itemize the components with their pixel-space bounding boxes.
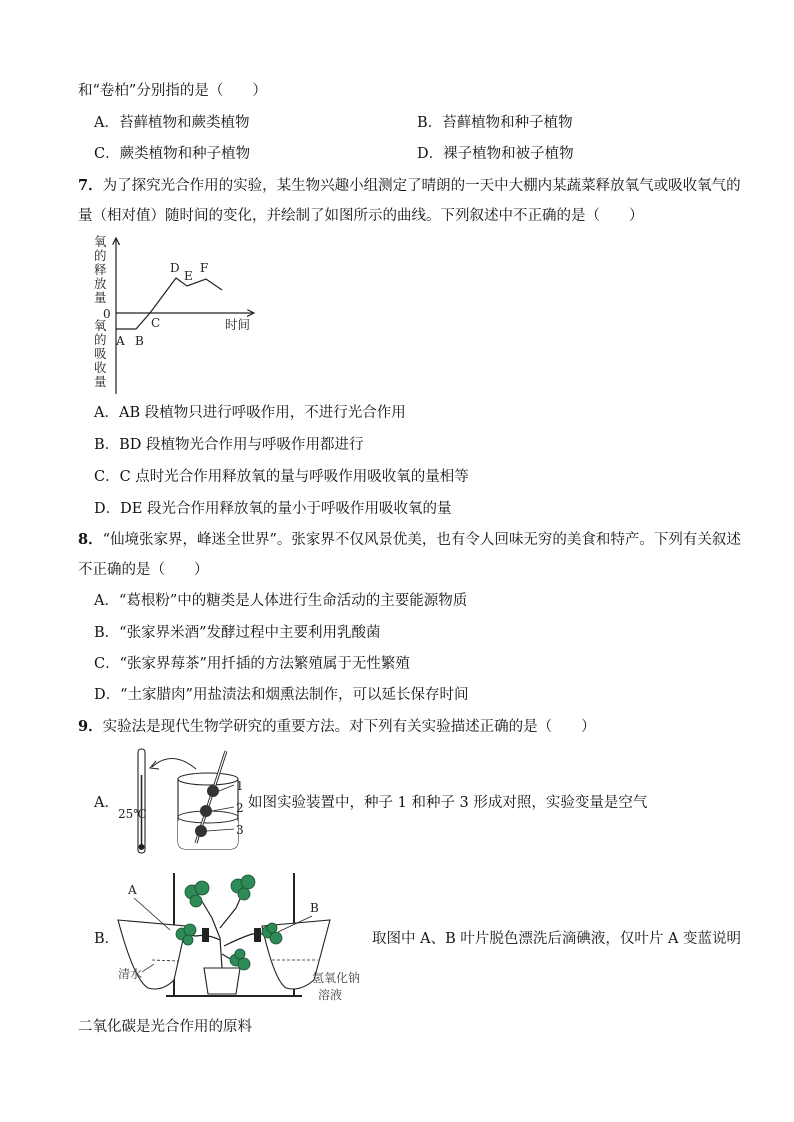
- q7-stem-line1: [78, 176, 741, 196]
- ylabel-absorb-char: 的: [94, 332, 107, 347]
- q6-option-c: C．蕨类植物和种子植物: [94, 146, 251, 162]
- q8-stem-line2: 不正确的是（ ）: [78, 562, 209, 578]
- q7-line1-text: 为了探究光合作用的实验，某生物兴趣小组测定了晴朗的一天中大棚内某蔬菜释放氧气或吸收氧气的: [102, 178, 741, 194]
- q8-stem-line1: [78, 530, 741, 550]
- ylabel-release-char: 释: [94, 262, 107, 277]
- q8-number: 8．: [78, 531, 103, 548]
- q9-option-b-text: 取图中 A、B 叶片脱色漂洗后滴碘液，仅叶片 A 变蓝说明: [372, 931, 742, 947]
- q9-seed-experiment-figure: [112, 745, 252, 857]
- q7-number: 7．: [78, 177, 103, 194]
- leaf-label-b: B: [310, 901, 319, 915]
- point-label-c: C: [151, 316, 161, 330]
- ylabel-absorb-char: 氧: [94, 318, 107, 333]
- naoh-label-line2: 溶液: [318, 988, 343, 1002]
- q7-stem-line2: 量（相对值）随时间的变化，并绘制了如图所示的曲线。下列叙述中不正确的是（ ）: [78, 208, 644, 224]
- oxygen-curve: [116, 278, 222, 329]
- q9-option-a-text: 如图实验装置中，种子 1 和种子 3 形成对照，实验变量是空气: [248, 795, 648, 811]
- q6-stem-tail: 和“卷柏”分别指的是（ ）: [78, 83, 267, 99]
- point-label-d: D: [170, 261, 180, 275]
- seed-3-icon: [195, 825, 207, 837]
- q9-line1-text: 实验法是现代生物学研究的重要方法。对下列有关实验描述正确的是（ ）: [102, 719, 596, 735]
- ylabel-release: [94, 234, 107, 305]
- ylabel-release-char: 氧: [94, 234, 107, 249]
- q9-option-b-letter: B．: [94, 931, 120, 947]
- q8-option-b: B．“张家界米酒”发酵过程中主要利用乳酸菌: [94, 625, 381, 641]
- q9-leaf-experiment-figure: [112, 868, 374, 1003]
- x-axis-label: 时间: [225, 317, 251, 332]
- q7-option-b: B．BD 段植物光合作用与呼吸作用都进行: [94, 437, 364, 453]
- q8-option-c: C．“张家界莓茶”用扦插的方法繁殖属于无性繁殖: [94, 656, 410, 672]
- temperature-label: 25℃: [118, 807, 147, 821]
- leaf-label-a: A: [128, 883, 137, 897]
- q6-option-a: A．苔藓植物和蕨类植物: [94, 115, 250, 131]
- point-label-e: E: [184, 269, 193, 283]
- q9-option-a-letter: A．: [94, 795, 119, 811]
- ylabel-release-char: 放: [94, 276, 107, 291]
- naoh-label-line1: 氢氧化钠: [312, 971, 361, 985]
- point-label-a: A: [116, 334, 125, 348]
- q9-option-b-continuation: 二氧化碳是光合作用的原料: [78, 1019, 252, 1035]
- ylabel-absorb-char: 吸: [94, 346, 107, 361]
- water-label: 清水: [118, 967, 143, 981]
- q7-oxygen-curve-figure: [88, 232, 268, 397]
- seed-1-icon: [207, 785, 219, 797]
- ylabel-absorb: [94, 318, 107, 389]
- ylabel-absorb-char: 收: [94, 360, 107, 375]
- q8-line1-text: “仙境张家界，峰迷全世界”。张家界不仅风景优美，也有令人回味无穷的美食和特产。下列有关叙述: [102, 532, 741, 548]
- q6-option-b: B．苔藓植物和种子植物: [417, 115, 573, 131]
- ylabel-release-char: 量: [94, 290, 107, 305]
- q7-option-c: C．C 点时光合作用释放氧的量与呼吸作用吸收氧的量相等: [94, 469, 469, 485]
- ylabel-release-char: 的: [94, 248, 107, 263]
- point-label-f: F: [200, 261, 209, 275]
- q7-option-a: A．AB 段植物只进行呼吸作用，不进行光合作用: [94, 405, 406, 421]
- ylabel-absorb-char: 量: [94, 374, 107, 389]
- point-label-b: B: [135, 334, 144, 348]
- seed-label-3: 3: [236, 823, 244, 837]
- leaf-cluster-icon: [176, 875, 282, 970]
- q9-number: 9．: [78, 718, 103, 735]
- plant-pot-icon: [204, 968, 240, 994]
- seed-label-2: 2: [236, 801, 244, 815]
- q7-option-d: D．DE 段光合作用释放氧的量小于呼吸作用吸收氧的量: [94, 501, 452, 517]
- q8-option-d: D．“土家腊肉”用盐渍法和烟熏法制作，可以延长保存时间: [94, 687, 469, 703]
- seed-2-icon: [200, 805, 212, 817]
- q9-stem: [78, 717, 596, 737]
- q8-option-a: A．“葛根粉”中的糖类是人体进行生命活动的主要能源物质: [94, 593, 468, 609]
- seed-label-1: 1: [236, 779, 244, 793]
- q6-option-d: D．裸子植物和被子植物: [417, 146, 574, 162]
- zero-tick-label: 0: [103, 307, 111, 321]
